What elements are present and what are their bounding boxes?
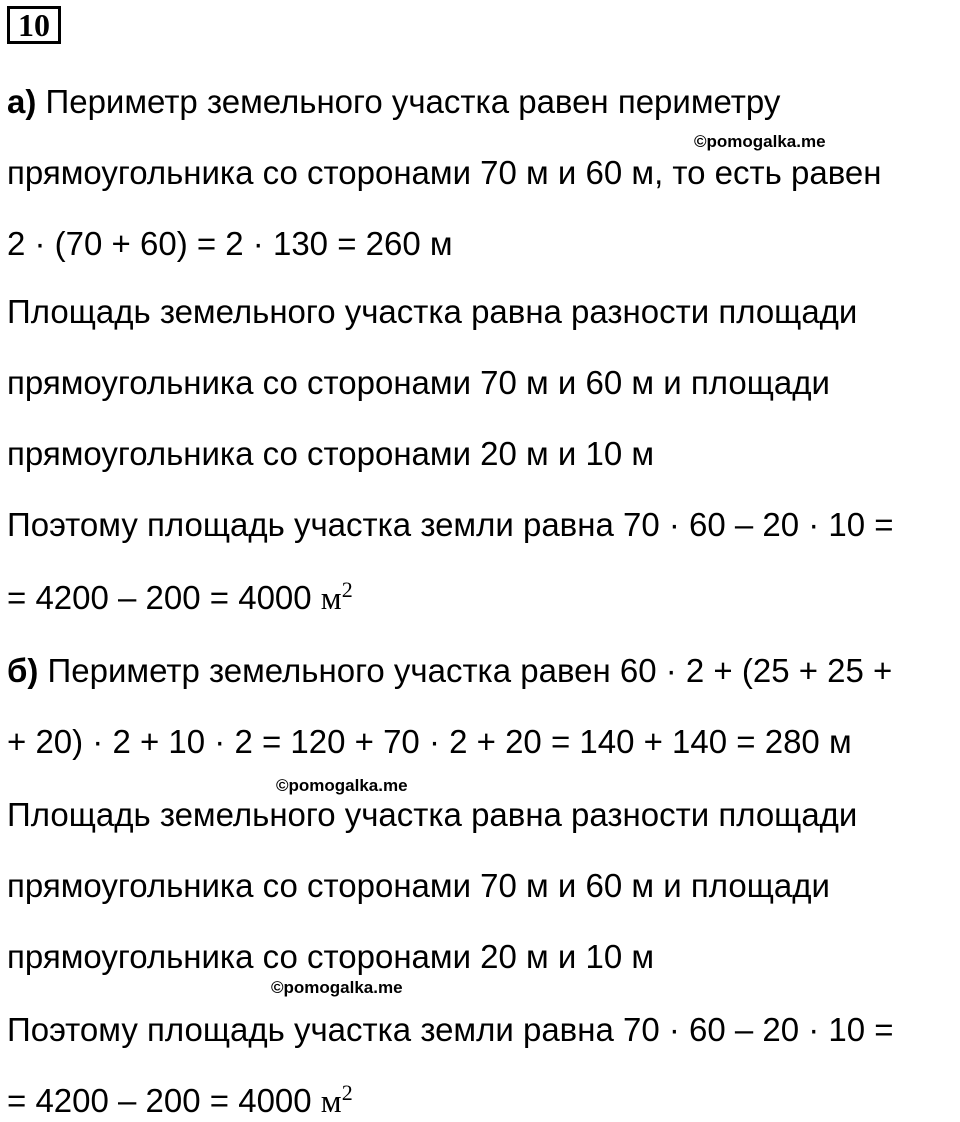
part-b-text-7: = 4200 – 200 = 4000: [7, 1082, 321, 1119]
part-a-line-4: Площадь земельного участка равна разности площади: [7, 293, 858, 330]
watermark: ©pomogalka.me: [694, 132, 826, 151]
part-b-line-6: Поэтому площадь участка земли равна 70 · 60 – 20 · 10 =: [7, 1011, 894, 1048]
part-a-line-8: [7, 578, 353, 619]
watermark: ©pomogalka.me: [271, 978, 403, 997]
part-a-label: а): [7, 83, 37, 120]
part-a-line-7: Поэтому площадь участка земли равна 70 · 60 – 20 · 10 =: [7, 506, 894, 543]
part-a-text-8: = 4200 – 200 = 4000: [7, 579, 321, 616]
part-b-line-7: [7, 1081, 353, 1122]
part-b-line-4: прямоугольника со сторонами 70 м и 60 м и площади: [7, 867, 830, 904]
part-b-line-5: прямоугольника со сторонами 20 м и 10 м: [7, 938, 655, 975]
part-a-line-5: прямоугольника со сторонами 70 м и 60 м и площади: [7, 364, 830, 401]
watermark: ©pomogalka.me: [276, 776, 408, 795]
part-a-line-1: [7, 82, 780, 122]
part-b-text-1: Периметр земельного участка равен 60 · 2 + (25 + 25 +: [38, 652, 893, 689]
part-b-line-1: [7, 651, 892, 691]
part-b-label: б): [7, 652, 39, 689]
part-a-text-1: Периметр земельного участка равен периметру: [36, 83, 781, 120]
part-a-line-3: 2 · (70 + 60) = 2 · 130 = 260 м: [7, 225, 453, 262]
task-number: 10: [7, 6, 61, 44]
part-a-line-2: прямоугольника со сторонами 70 м и 60 м, то есть равен: [7, 154, 882, 191]
part-b-line-3: Площадь земельного участка равна разности площади: [7, 796, 858, 833]
part-a-line-6: прямоугольника со сторонами 20 м и 10 м: [7, 435, 655, 472]
square-meter-unit: $м^2$: [320, 577, 353, 617]
square-meter-unit: $м^2$: [320, 1080, 353, 1120]
part-b-line-2: + 20) · 2 + 10 · 2 = 120 + 70 · 2 + 20 = 140 + 140 = 280 м: [7, 723, 852, 760]
